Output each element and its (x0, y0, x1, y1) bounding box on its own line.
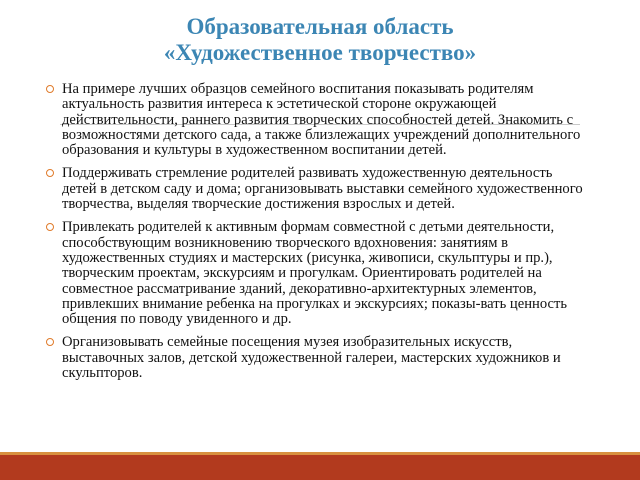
bullet-text: Организовывать семейные посещения музея изобразительных искусств, выставочных залов, детской художественной галереи, мастерских художников и скульпторов. (62, 334, 561, 382)
bullet-text: Привлекать родителей к активным формам совместной с детьми деятельности, способствующим возникновению творческого вдохновения: занятиям в художественных студиях и мастерских (рисунка, живописи, скульптуры и пр.), творческим проектам, экскурсиям и прогулкам. Ориентировать родителей на совместное рассматривание зданий, декоративно-архитектурных элементов, привлекших внимание ребенка на прогулках и экскурсиях; показы-вать ценность общения по поводу увиденного и др. (62, 219, 568, 328)
bullet-text: Поддерживать стремление родителей развивать художественную деятельность детей в детском саду и дома; организовывать выставки семейного художественного творчества, выделяя творческие достижения взрослых и детей. (62, 165, 583, 213)
slide-title-line-1: Образовательная область (186, 14, 454, 39)
bullet-ring-icon (46, 338, 54, 346)
slide-title (0, 14, 640, 66)
bullet-list (0, 82, 640, 389)
bullet-ring-icon (46, 169, 54, 177)
bullet-item (0, 82, 640, 158)
bullet-item (0, 220, 640, 327)
slide-title-line-2: «Художественное творчество» (163, 40, 477, 65)
bullet-ring-icon (46, 223, 54, 231)
bullet-text: На примере лучших образцов семейного воспитания показывать родителям актуальность развития интереса к эстетической стороне окружающей действительности, раннего развития творческих способностей детей. Знакомить с возможностями детского сада, а также близлежащих учреждений дополнительного образования и культуры в художественном воспитании детей. (62, 81, 581, 159)
footer-bar (0, 455, 640, 480)
bullet-ring-icon (46, 85, 54, 93)
bullet-item (0, 166, 640, 212)
bullet-item (0, 335, 640, 381)
